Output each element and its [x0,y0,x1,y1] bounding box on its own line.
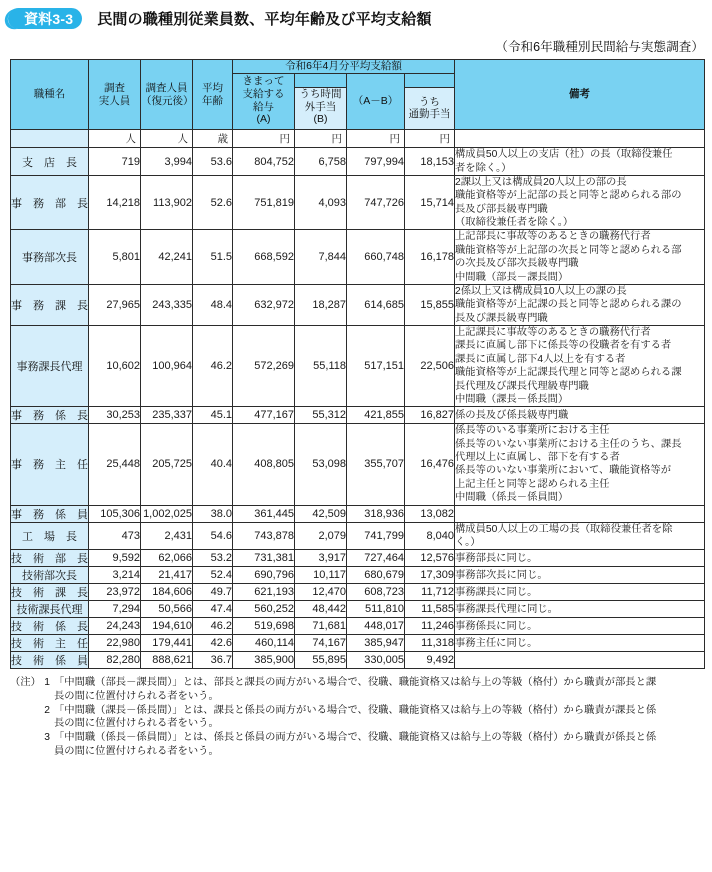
table-row [11,175,705,230]
pay-commute-line2: 通勤手当 [408,108,451,121]
footnotes [0,669,712,758]
cell-avg-age: 46.2 [193,618,233,635]
pay-b-line2: 外手当 [304,100,337,113]
footnote-text: 「中間職（部長－課長間）」とは、部長と課長の両方がいる場合で、役職、職能資格又は給与上の等級（格付）から職責が部長と課 [54,677,657,689]
cell-survey-restored: 184,606 [141,584,193,601]
footnote-line [10,731,704,745]
survey-restored-line1: 調査人員 [145,81,188,94]
row-jobname: 技術部次長 [11,567,89,584]
cell-pay-ab: 680,679 [347,567,405,584]
header-row-1 [11,60,705,74]
page-title: 民間の職種別従業員数、平均年齢及び平均支給額 [97,11,432,28]
survey-actual-line2: 実人員 [98,94,131,107]
survey-source-subtitle: （令和6年職種別民間給与実態調査） [495,40,704,54]
col-header-avg-age [193,60,233,130]
remarks-line: の次長及び部次長級専門職 [455,258,579,270]
cell-avg-age: 53.2 [193,550,233,567]
remarks-line: 中間職（課長－係長間） [455,393,569,405]
cell-survey-restored: 205,725 [141,424,193,505]
cell-survey-restored: 194,610 [141,618,193,635]
row-jobname: 支 店 長 [11,148,89,176]
unit-survey-actual: 人 [89,130,141,148]
col-header-pay-ab: （A－B） [347,73,405,129]
cell-avg-age: 42.6 [193,635,233,652]
cell-pay-b: 53,098 [295,424,347,505]
remarks-line: 上記部長に事故等のあるときの職務代行者 [455,231,651,243]
cell-survey-actual: 9,592 [89,550,141,567]
cell-remarks [455,407,705,424]
remarks-line: 中間職（係長－係員間） [455,492,569,504]
cell-pay-a: 668,592 [233,230,295,285]
cell-pay-commute: 12,576 [405,550,455,567]
cell-pay-b: 6,758 [295,148,347,176]
remarks-line: 事務主任に同じ。 [455,637,538,649]
remarks-line: 係長等のいない事業所において、職能資格等が [455,465,672,477]
cell-remarks [455,584,705,601]
cell-pay-ab: 747,726 [347,175,405,230]
crescent-icon [3,7,25,30]
row-jobname: 事 務 係 長 [11,407,89,424]
cell-avg-age: 53.6 [193,148,233,176]
cell-remarks [455,635,705,652]
cell-survey-restored: 1,002,025 [141,505,193,522]
cell-remarks [455,326,705,407]
cell-pay-commute: 8,040 [405,522,455,550]
cell-pay-a: 361,445 [233,505,295,522]
cell-pay-commute: 16,476 [405,424,455,505]
remarks-line: 上記主任と同等と認められる主任 [455,478,610,490]
cell-survey-actual: 3,214 [89,567,141,584]
unit-pay-ab: 円 [347,130,405,148]
row-jobname: 技 術 係 長 [11,618,89,635]
cell-pay-commute: 11,585 [405,601,455,618]
cell-pay-b: 4,093 [295,175,347,230]
table-row [11,550,705,567]
cell-pay-commute: 22,506 [405,326,455,407]
cell-survey-actual: 5,801 [89,230,141,285]
cell-pay-a: 743,878 [233,522,295,550]
table-row [11,567,705,584]
table-row [11,230,705,285]
remarks-line: 上記課長に事故等のあるときの職務代行者 [455,327,651,339]
cell-survey-restored: 179,441 [141,635,193,652]
cell-remarks [455,652,705,669]
cell-pay-b: 10,117 [295,567,347,584]
remarks-line: 者を除く。） [455,162,512,174]
cell-pay-b: 48,442 [295,601,347,618]
col-header-pay-a [233,73,295,129]
cell-pay-ab: 330,005 [347,652,405,669]
row-jobname: 事務課長代理 [11,326,89,407]
cell-pay-ab: 614,685 [347,284,405,325]
cell-pay-a: 560,252 [233,601,295,618]
remarks-line: 構成員50人以上の工場の長（取締役兼任者を除 [455,523,673,535]
cell-pay-b: 12,470 [295,584,347,601]
cell-pay-ab: 318,936 [347,505,405,522]
cell-pay-b: 55,118 [295,326,347,407]
cell-pay-a: 477,167 [233,407,295,424]
cell-pay-ab: 448,017 [347,618,405,635]
cell-survey-restored: 243,335 [141,284,193,325]
unit-avg-age: 歳 [193,130,233,148]
cell-survey-actual: 30,253 [89,407,141,424]
remarks-line: 職能資格等が上記部の次長と同等と認められる部 [455,244,682,256]
cell-pay-a: 690,796 [233,567,295,584]
cell-pay-ab: 355,707 [347,424,405,505]
pay-a-line3: 給与 [253,100,274,113]
col-header-remarks: 備考 [455,60,705,130]
cell-avg-age: 52.6 [193,175,233,230]
cell-pay-b: 71,681 [295,618,347,635]
footnote-number: 1 [44,677,50,689]
cell-avg-age: 38.0 [193,505,233,522]
remarks-line: 課長に直属し部下に係長等の役職者を有する者 [455,340,672,352]
cell-pay-ab: 517,151 [347,326,405,407]
survey-actual-line1: 調査 [104,81,125,94]
cell-survey-actual: 23,972 [89,584,141,601]
remarks-line: 構成員50人以上の支店（社）の長（取締役兼任 [455,149,673,161]
badge-label: 資料3-3 [24,10,74,27]
units-remarks-cell [455,130,705,148]
footnote-line [10,704,704,718]
cell-survey-restored: 2,431 [141,522,193,550]
cell-pay-commute: 15,714 [405,175,455,230]
footnote-line [10,745,704,759]
remarks-line: 事務部次長に同じ。 [455,569,548,581]
cell-avg-age: 45.1 [193,407,233,424]
avg-age-line1: 平均 [202,81,223,94]
remarks-line: 長及び部長級専門職 [455,203,548,215]
table-row [11,407,705,424]
cell-pay-ab: 511,810 [347,601,405,618]
unit-pay-commute: 円 [405,130,455,148]
footnote-text: 員の間に位置付けられる者をいう。 [54,745,219,757]
table-row [11,284,705,325]
table-row [11,522,705,550]
cell-survey-actual: 24,243 [89,618,141,635]
cell-pay-ab: 608,723 [347,584,405,601]
table-row [11,635,705,652]
units-row [11,130,705,148]
cell-pay-b: 3,917 [295,550,347,567]
cell-pay-a: 804,752 [233,148,295,176]
remarks-line: 課長に直属し部下4人以上を有する者 [455,353,626,365]
cell-remarks [455,230,705,285]
cell-pay-b: 2,079 [295,522,347,550]
cell-pay-a: 408,805 [233,424,295,505]
cell-pay-a: 751,819 [233,175,295,230]
footnote-number: 2 [44,704,50,716]
cell-survey-restored: 50,566 [141,601,193,618]
row-jobname: 技 術 課 長 [11,584,89,601]
pay-commute-line1: うち [419,95,440,108]
remarks-line: 係長等のいない事業所における主任のうち、課長 [455,438,682,450]
cell-pay-b: 55,312 [295,407,347,424]
col-header-pay-commute [405,87,455,129]
row-jobname: 技 術 部 長 [11,550,89,567]
cell-remarks [455,424,705,505]
cell-pay-a: 460,114 [233,635,295,652]
table-row [11,424,705,505]
cell-pay-commute: 9,492 [405,652,455,669]
footnote-text: 長の間に位置付けられる者をいう。 [54,691,219,702]
pay-b-line1: うち時間 [299,87,342,100]
remarks-line: 職能資格等が上記部の長と同等と認められる部の [455,190,682,202]
cell-survey-actual: 22,980 [89,635,141,652]
cell-survey-actual: 82,280 [89,652,141,669]
col-header-pay-b [295,87,347,129]
cell-pay-a: 572,269 [233,326,295,407]
footnote-line [10,717,704,731]
cell-remarks [455,284,705,325]
remarks-line: （取締役兼任者を除く。） [455,217,574,229]
cell-avg-age: 51.5 [193,230,233,285]
cell-pay-commute: 11,318 [405,635,455,652]
row-jobname: 事 務 部 長 [11,175,89,230]
cell-survey-restored: 888,621 [141,652,193,669]
remarks-line: 2課以上又は構成員20人以上の部の長 [455,176,627,188]
footnote-line [10,676,704,690]
cell-pay-commute: 11,712 [405,584,455,601]
cell-avg-age: 36.7 [193,652,233,669]
cell-survey-actual: 719 [89,148,141,176]
cell-survey-actual: 25,448 [89,424,141,505]
cell-pay-a: 519,698 [233,618,295,635]
document-header [0,0,712,28]
footnote-text: 長の間に位置付けられる者をいう。 [54,718,219,730]
remarks-line: 長代理及び課長代理級専門職 [455,380,589,392]
pay-b-spacer [295,73,347,87]
cell-pay-a: 621,193 [233,584,295,601]
cell-survey-actual: 10,602 [89,326,141,407]
remarks-line: 係の長及び係長級専門職 [455,409,569,421]
remarks-line: 代理以上に直属し、部下を有する者 [455,452,620,464]
cell-survey-actual: 7,294 [89,601,141,618]
table-container [0,55,712,669]
document-number-badge [8,8,82,29]
cell-pay-commute: 15,855 [405,284,455,325]
row-jobname: 技 術 主 任 [11,635,89,652]
remarks-line: 中間職（部長－課長間） [455,271,569,283]
cell-pay-ab: 741,799 [347,522,405,550]
cell-avg-age: 40.4 [193,424,233,505]
table-row [11,652,705,669]
table-row [11,584,705,601]
cell-pay-ab: 385,947 [347,635,405,652]
cell-pay-commute: 13,082 [405,505,455,522]
table-header [11,60,705,130]
cell-pay-a: 731,381 [233,550,295,567]
cell-avg-age: 52.4 [193,567,233,584]
footnote-label: （注） [10,677,41,689]
survey-restored-line2: （復元後） [141,94,194,107]
cell-pay-commute: 18,153 [405,148,455,176]
footnote-text: 「中間職（課長－係長間）」とは、課長と係長の両方がいる場合で、役職、職能資格又は給与上の等級（格付）から職責が課長と係 [54,704,657,716]
remarks-line: 事務課長に同じ。 [455,586,538,598]
remarks-line: 職能資格等が上記課の長と同等と認められる課の [455,299,682,311]
cell-pay-a: 632,972 [233,284,295,325]
footnote-number: 3 [44,732,50,744]
pay-b-line3: (B) [313,113,328,126]
remarks-line: 職能資格等が上記課長代理と同等と認められる課 [455,367,682,379]
cell-avg-age: 54.6 [193,522,233,550]
cell-remarks [455,505,705,522]
footnote-text: 「中間職（係長－係員間）」とは、係長と係員の両方がいる場合で、役職、職能資格又は給与上の等級（格付）から職責が係長と係 [54,732,657,744]
unit-survey-restored: 人 [141,130,193,148]
cell-survey-restored: 3,994 [141,148,193,176]
cell-avg-age: 46.2 [193,326,233,407]
row-jobname: 技術課長代理 [11,601,89,618]
row-jobname: 技 術 係 員 [11,652,89,669]
units-blank-cell [11,130,89,148]
cell-pay-ab: 421,855 [347,407,405,424]
cell-survey-restored: 62,066 [141,550,193,567]
row-jobname: 工 場 長 [11,522,89,550]
remarks-line: 事務部長に同じ。 [455,552,538,564]
unit-pay-a: 円 [233,130,295,148]
cell-survey-restored: 21,417 [141,567,193,584]
cell-survey-restored: 113,902 [141,175,193,230]
remarks-line: 2係以上又は構成員10人以上の課の長 [455,285,627,297]
cell-pay-b: 42,509 [295,505,347,522]
cell-pay-commute: 11,246 [405,618,455,635]
cell-avg-age: 49.7 [193,584,233,601]
cell-survey-actual: 105,306 [89,505,141,522]
avg-age-line2: 年齢 [202,94,223,107]
table-body [11,130,705,669]
cell-pay-a: 385,900 [233,652,295,669]
table-row [11,148,705,176]
cell-pay-ab: 727,464 [347,550,405,567]
cell-avg-age: 48.4 [193,284,233,325]
pay-a-line1: きまって [242,75,285,87]
row-jobname: 事 務 課 長 [11,284,89,325]
col-header-jobname: 職種名 [11,60,89,130]
table-row [11,618,705,635]
cell-remarks [455,148,705,176]
cell-pay-ab: 660,748 [347,230,405,285]
remarks-line: 係長等のいる事業所における主任 [455,425,610,437]
pay-commute-spacer [405,73,455,87]
remarks-line: 事務課長代理に同じ。 [455,603,558,615]
footnote-line [10,690,704,704]
row-jobname: 事 務 主 任 [11,424,89,505]
cell-pay-commute: 16,827 [405,407,455,424]
cell-pay-b: 18,287 [295,284,347,325]
salary-statistics-table [10,59,705,669]
cell-pay-ab: 797,994 [347,148,405,176]
pay-a-line4: (A) [256,113,271,126]
cell-survey-restored: 235,337 [141,407,193,424]
col-header-survey-restored [141,60,193,130]
table-row [11,326,705,407]
cell-remarks [455,175,705,230]
cell-survey-actual: 473 [89,522,141,550]
cell-avg-age: 47.4 [193,601,233,618]
cell-pay-commute: 17,309 [405,567,455,584]
table-row [11,505,705,522]
col-header-pay-group: 令和6年4月分平均支給額 [233,60,455,74]
row-jobname: 事 務 係 員 [11,505,89,522]
cell-survey-restored: 100,964 [141,326,193,407]
cell-remarks [455,522,705,550]
unit-pay-b: 円 [295,130,347,148]
cell-survey-actual: 27,965 [89,284,141,325]
cell-pay-b: 7,844 [295,230,347,285]
remarks-line: 事務係長に同じ。 [455,620,538,632]
col-header-survey-actual [89,60,141,130]
cell-pay-commute: 16,178 [405,230,455,285]
table-row [11,601,705,618]
cell-survey-actual: 14,218 [89,175,141,230]
cell-remarks [455,550,705,567]
row-jobname: 事務部次長 [11,230,89,285]
cell-pay-b: 74,167 [295,635,347,652]
cell-remarks [455,567,705,584]
cell-remarks [455,618,705,635]
remarks-line: 長及び課長級専門職 [455,312,548,324]
remarks-line: く。） [455,536,481,548]
cell-pay-b: 55,895 [295,652,347,669]
pay-a-line2: 支給する [242,87,285,100]
cell-survey-restored: 42,241 [141,230,193,285]
cell-remarks [455,601,705,618]
